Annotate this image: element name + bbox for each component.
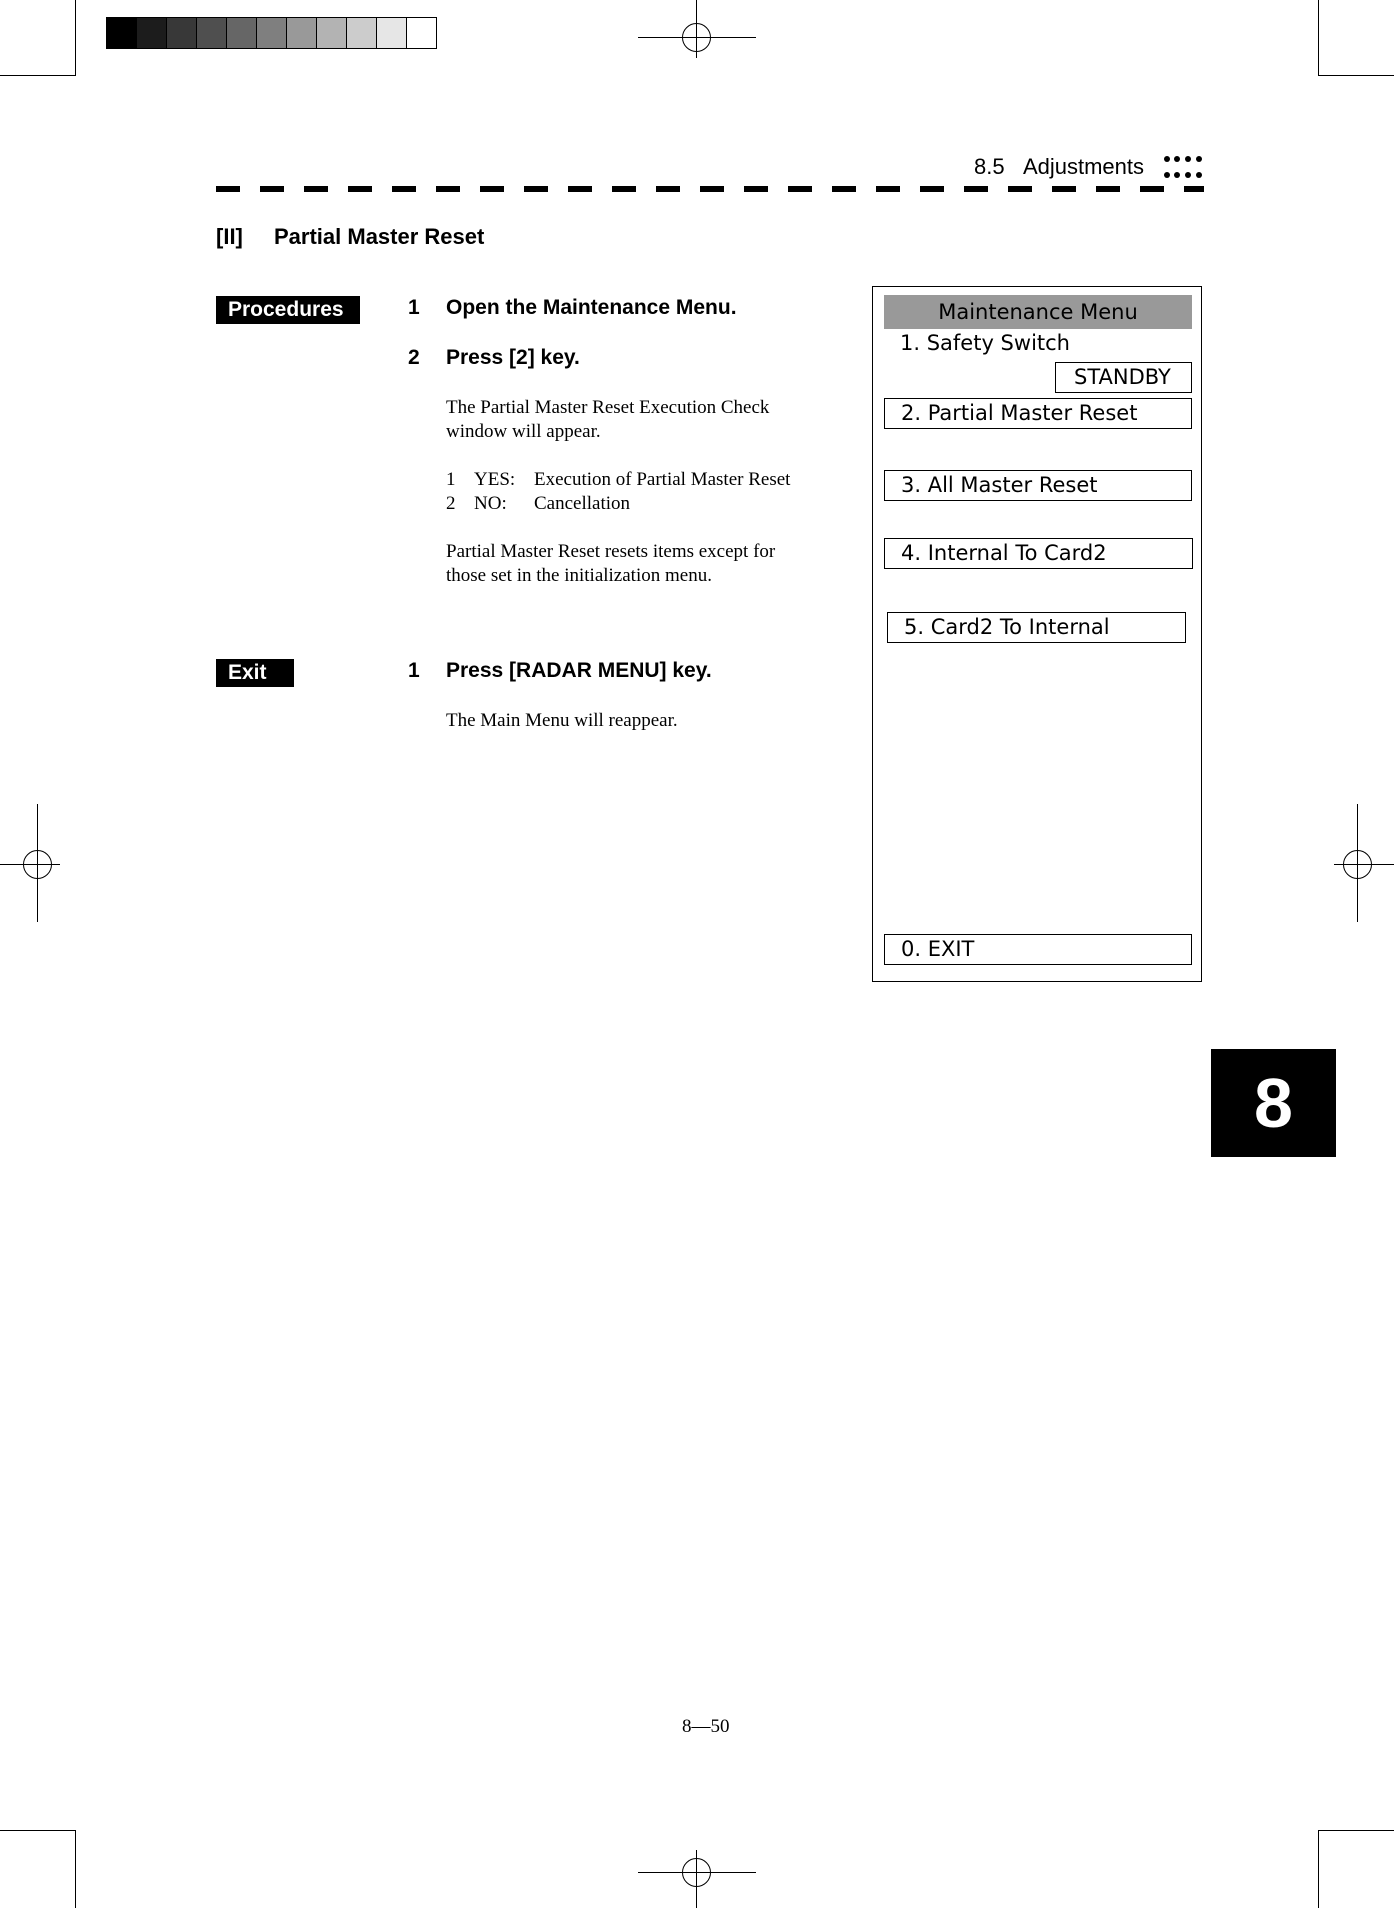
procedures-label: Procedures (216, 296, 360, 324)
page-number: 8—50 (682, 1716, 730, 1737)
grayscale-swatch (137, 18, 167, 48)
option-key: NO: (474, 493, 507, 514)
grayscale-swatch (377, 18, 407, 48)
option-number: 2 (446, 493, 456, 514)
maintenance-menu-title: Maintenance Menu (884, 295, 1192, 329)
text-line: those set in the initialization menu. (446, 565, 712, 586)
option-number: 1 (446, 469, 456, 490)
safety-switch-value[interactable]: STANDBY (1055, 362, 1192, 393)
running-head (974, 154, 1144, 180)
paragraph-reset-scope (446, 540, 775, 588)
text-line: The Partial Master Reset Execution Check (446, 397, 770, 418)
menu-item-all-master-reset[interactable]: 3. All Master Reset (884, 470, 1192, 501)
menu-item-card2-to-internal[interactable]: 5. Card2 To Internal (887, 612, 1186, 643)
section-number: [II] (216, 224, 243, 249)
grayscale-swatch (107, 18, 137, 48)
option-key: YES: (474, 469, 516, 490)
menu-item-safety-switch[interactable]: 1. Safety Switch (900, 331, 1070, 355)
step-text: Open the Maintenance Menu. (446, 296, 737, 319)
exit-label: Exit (216, 659, 294, 687)
option-desc: Cancellation (534, 493, 631, 514)
dots-ornament (1163, 154, 1203, 180)
menu-item-internal-to-card2[interactable]: 4. Internal To Card2 (884, 538, 1193, 569)
chapter-tab: 8 (1211, 1049, 1336, 1157)
section-heading: Partial Master Reset (274, 224, 485, 249)
grayscale-swatch (227, 18, 257, 48)
exit-paragraph: The Main Menu will reappear. (446, 710, 678, 731)
running-head-title: Adjustments (1022, 154, 1144, 179)
running-head-section: 8.5 (974, 154, 1005, 179)
grayscale-swatch (317, 18, 347, 48)
option-no (446, 492, 790, 516)
options-list (446, 468, 790, 516)
text-line: window will appear. (446, 421, 601, 442)
section-title (216, 224, 484, 250)
text-line: Partial Master Reset resets items except for (446, 541, 776, 562)
grayscale-swatch (257, 18, 287, 48)
procedure-step-1 (408, 296, 737, 320)
procedure-step-2 (408, 346, 580, 370)
grayscale-swatch (167, 18, 197, 48)
grayscale-swatch (407, 18, 436, 48)
header-dashed-rule (216, 186, 1204, 192)
step-number: 1 (408, 296, 420, 319)
menu-item-exit[interactable]: 0. EXIT (884, 934, 1192, 965)
option-desc: Execution of Partial Master Reset (534, 469, 791, 490)
grayscale-swatch (287, 18, 317, 48)
step-number: 1 (408, 659, 420, 682)
step-number: 2 (408, 346, 420, 369)
option-yes (446, 468, 790, 492)
step-text: Press [RADAR MENU] key. (446, 659, 712, 682)
step-text: Press [2] key. (446, 346, 580, 369)
grayscale-swatch (347, 18, 377, 48)
grayscale-strip (106, 17, 437, 49)
grayscale-swatch (197, 18, 227, 48)
maintenance-menu-panel (872, 286, 1202, 982)
exit-step-1 (408, 659, 712, 683)
paragraph-execution-check (446, 396, 769, 444)
menu-item-partial-master-reset[interactable]: 2. Partial Master Reset (884, 398, 1192, 429)
